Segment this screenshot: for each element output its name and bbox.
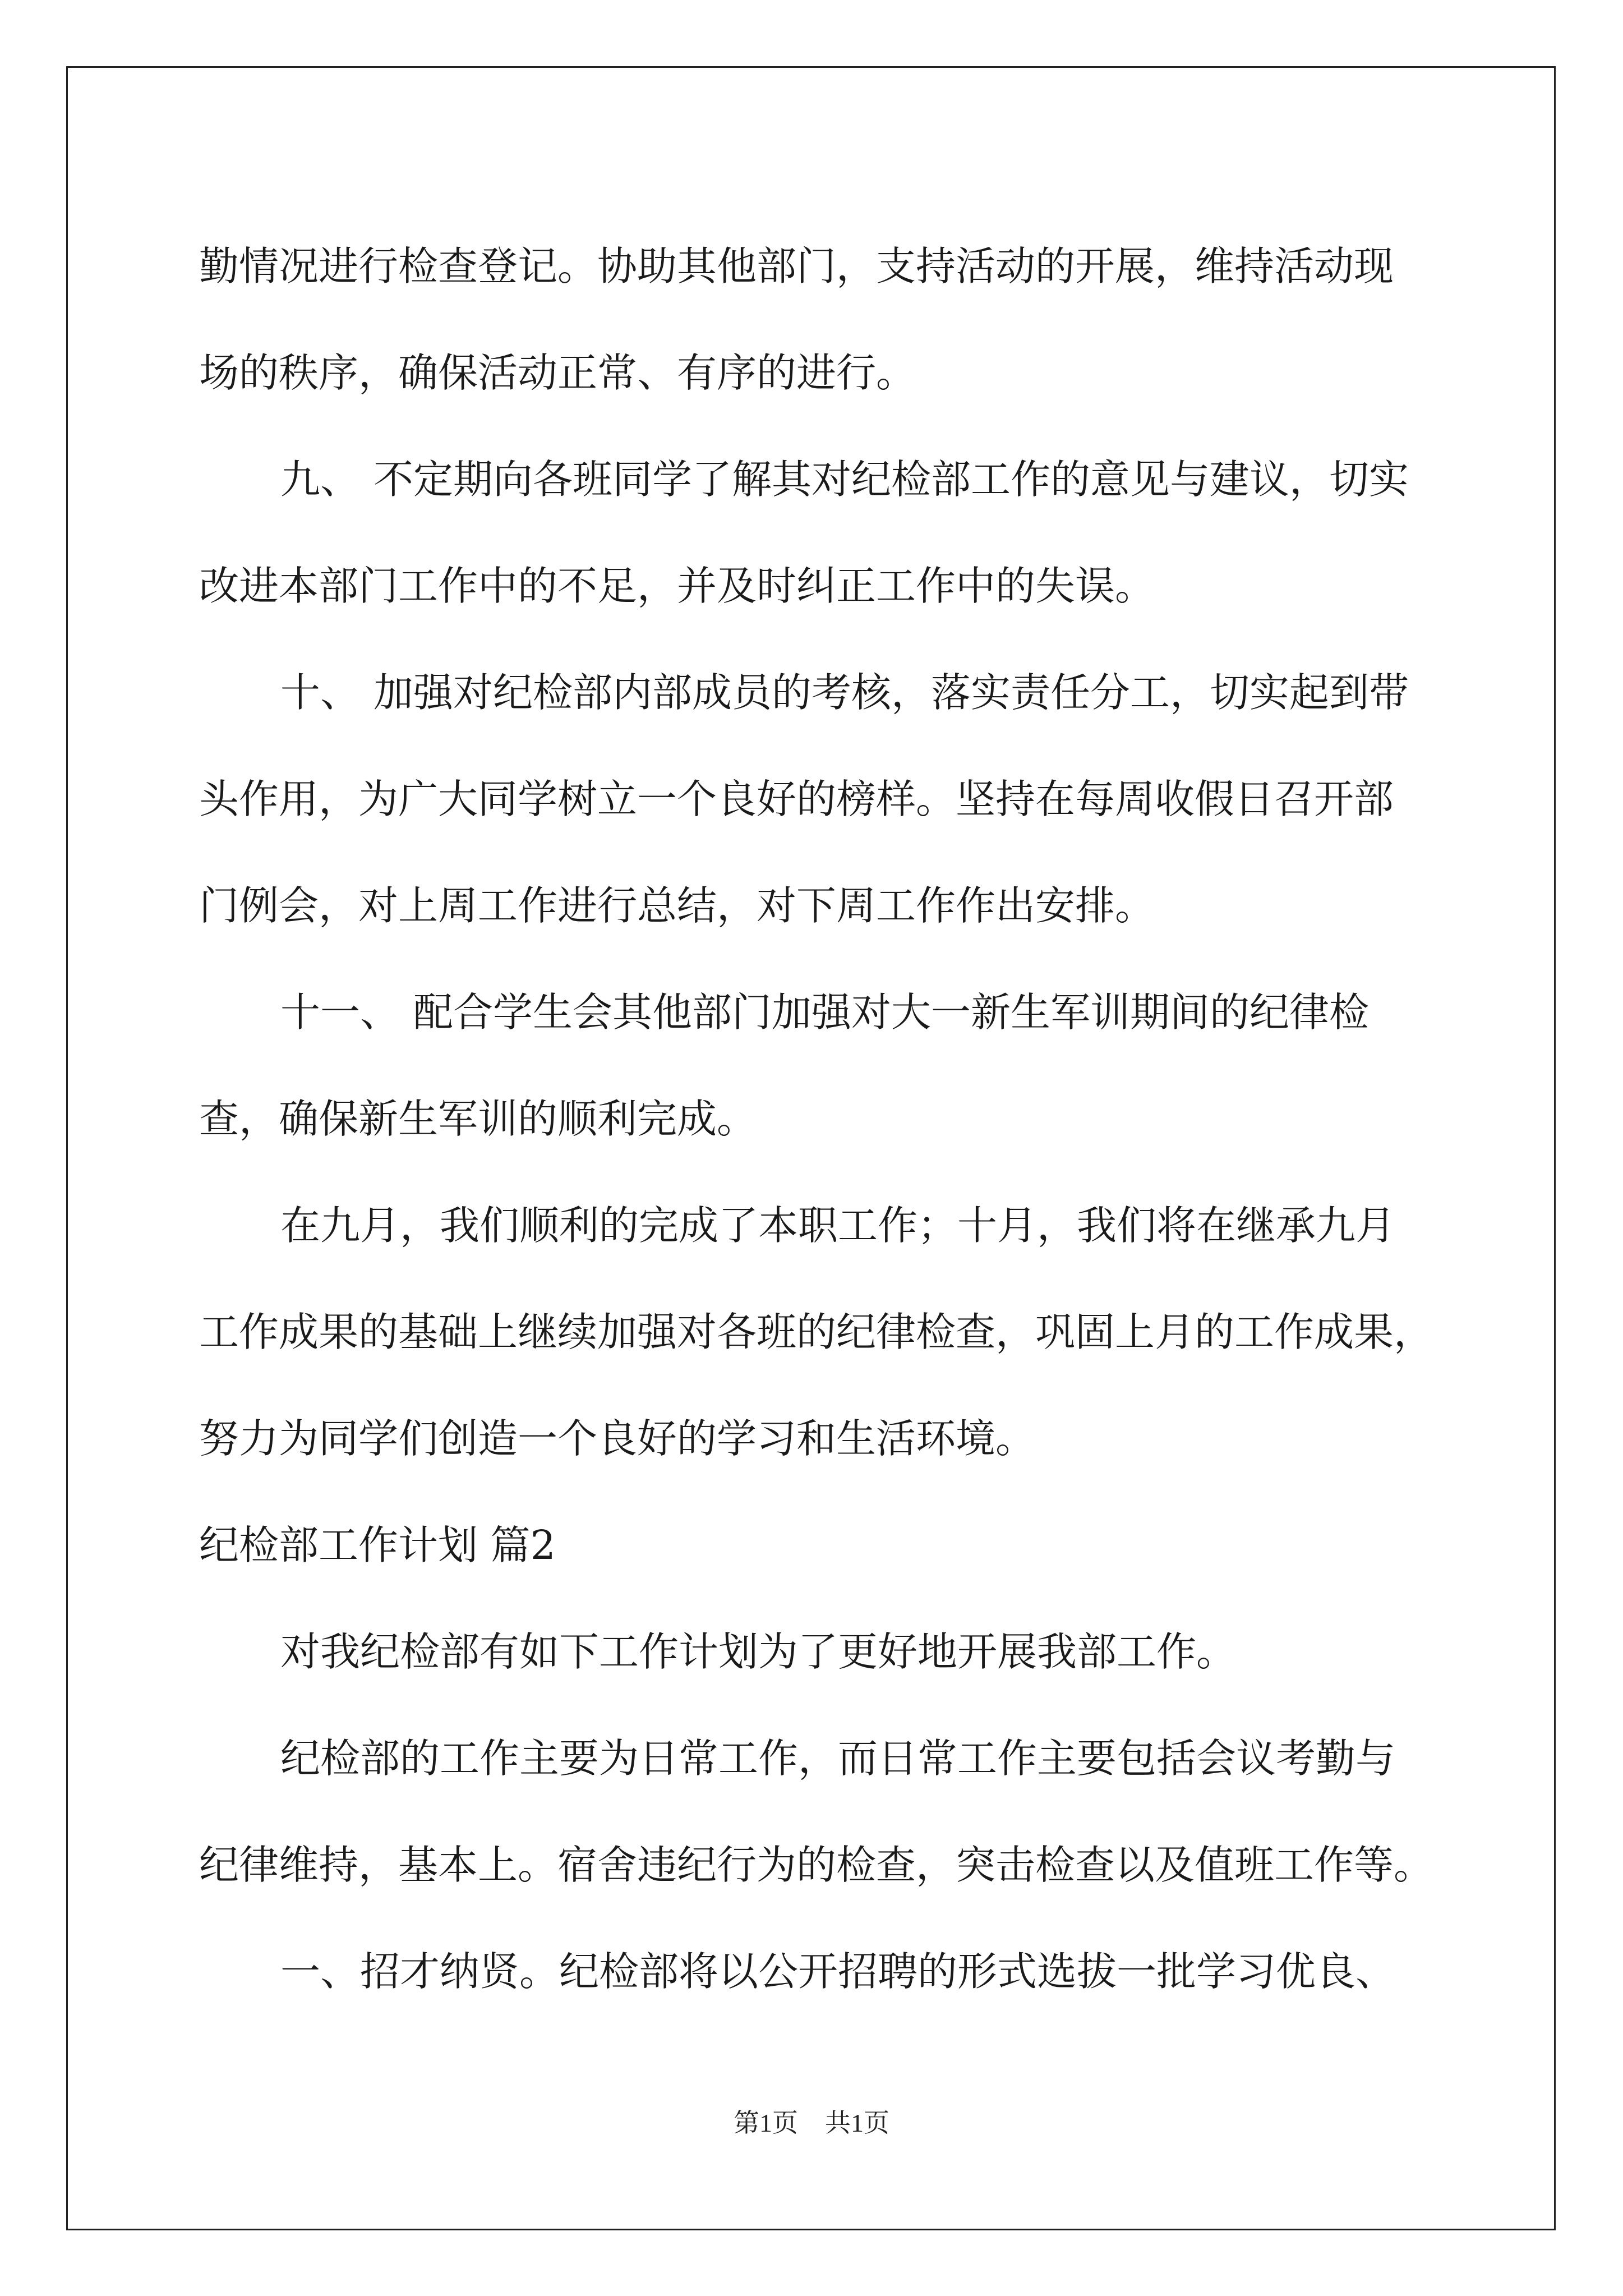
text-line: 改进本部门工作中的不足，并及时纠正工作中的失误。 (199, 563, 1155, 609)
text-line: 查，确保新生军训的顺利完成。 (199, 1096, 757, 1142)
text-line: 勤情况进行检查登记。协助其他部门，支持活动的开展，维持活动现 (199, 243, 1394, 289)
text-line: 纪律维持，基本上。宿舍违纪行为的检查，突击检查以及值班工作等。 (199, 1842, 1434, 1888)
item-number: 十、 (280, 669, 361, 716)
item-number: 九、 (280, 456, 361, 503)
text-line: 配合学生会其他部门加强对大一新生军训期间的纪律检 (413, 989, 1370, 1036)
page-number: 第1页 (734, 2109, 798, 2137)
section-heading: 纪检部工作计划 篇2 (199, 1522, 556, 1568)
text-line: 一、招才纳贤。纪检部将以公开招聘的形式选拔一批学习优良、 (280, 1948, 1396, 1995)
text-line: 门例会，对上周工作进行总结，对下周工作作出安排。 (199, 882, 1155, 929)
document-body (199, 213, 1434, 2025)
text-line: 在九月，我们顺利的完成了本职工作；十月，我们将在继承九月 (280, 1202, 1396, 1249)
text-line: 纪检部的工作主要为日常工作，而日常工作主要包括会议考勤与 (280, 1735, 1396, 1782)
text-line: 不定期向各班同学了解其对纪检部工作的意见与建议，切实 (374, 456, 1409, 503)
text-line: 加强对纪检部内部成员的考核，落实责任分工，切实起到带 (374, 669, 1409, 716)
text-line: 努力为同学们创造一个良好的学习和生活环境。 (199, 1415, 1036, 1462)
text-line: 工作成果的基础上继续加强对各班的纪律检查，巩固上月的工作成果， (199, 1309, 1434, 1355)
page-footer (0, 2102, 1623, 2139)
item-number: 十一、 (280, 989, 400, 1036)
page-total: 共1页 (825, 2109, 889, 2137)
list-item-10 (199, 639, 1422, 746)
text-line: 头作用，为广大同学树立一个良好的榜样。坚持在每周收假日召开部 (199, 776, 1394, 822)
list-item-9 (199, 426, 1422, 533)
text-line: 场的秩序，确保活动正常、有序的进行。 (199, 349, 916, 396)
text-line: 对我纪检部有如下工作计划为了更好地开展我部工作。 (280, 1628, 1237, 1675)
list-item-11 (199, 959, 1422, 1066)
